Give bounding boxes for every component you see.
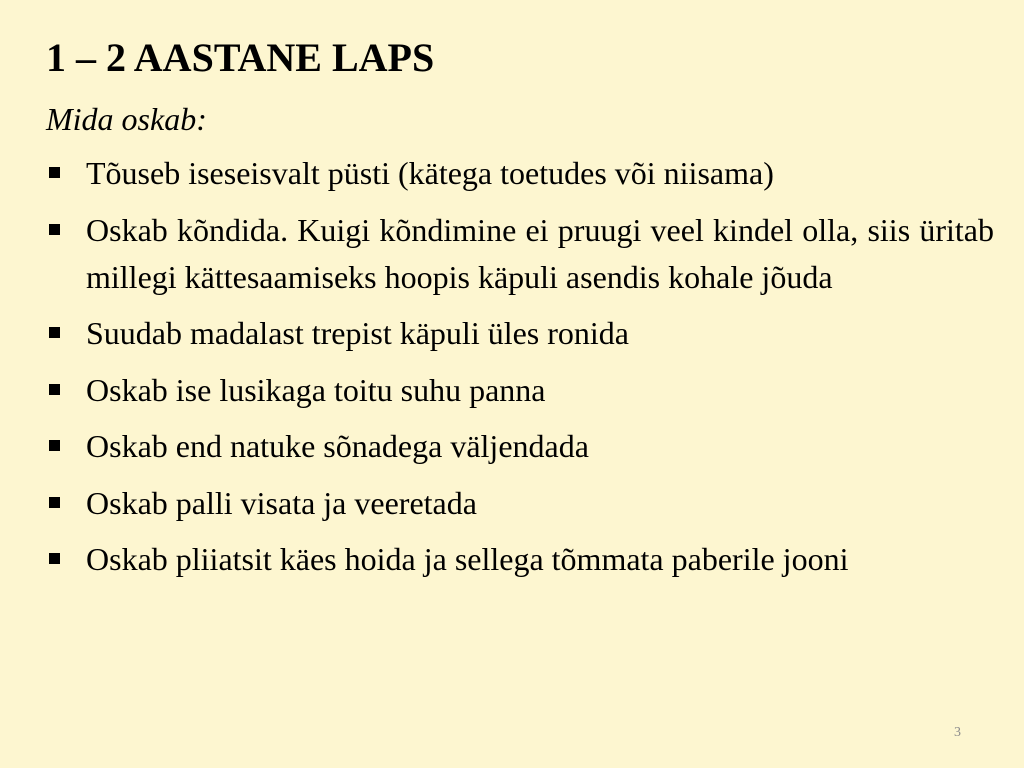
square-bullet-icon — [49, 384, 60, 395]
square-bullet-icon — [49, 224, 60, 235]
bullet-item — [46, 480, 994, 527]
square-bullet-icon — [49, 497, 60, 508]
bullet-item — [46, 367, 994, 414]
bullet-item — [46, 536, 994, 583]
square-bullet-icon — [49, 327, 60, 338]
bullet-text: Oskab kõndida. Kuigi kõndimine ei pruugi veel kindel olla, siis üritab millegi kättesaamiseks hoopis käpuli asendis kohale jõuda — [86, 211, 994, 295]
bullet-text: Oskab end natuke sõnadega väljendada — [86, 428, 589, 464]
bullet-text: Oskab ise lusikaga toitu suhu panna — [86, 371, 546, 408]
bullet-item — [46, 150, 994, 197]
bullet-item — [46, 310, 994, 357]
bullet-list — [46, 150, 994, 593]
square-bullet-icon — [49, 167, 60, 178]
square-bullet-icon — [49, 440, 60, 451]
slide-title: 1 – 2 AASTANE LAPS — [46, 35, 435, 80]
bullet-text: Tõuseb iseseisvalt püsti (kätega toetudes või niisama) — [86, 155, 774, 191]
bullet-text: Suudab madalast trepist käpuli üles ronida — [86, 315, 629, 351]
bullet-text: Oskab pliiatsit käes hoida ja sellega tõmmata paberile jooni — [86, 541, 849, 577]
bullet-item — [46, 423, 994, 470]
bullet-text: Oskab palli visata ja veeretada — [86, 484, 477, 521]
bullet-item — [46, 207, 994, 301]
slide-subtitle: Mida oskab: — [46, 101, 207, 137]
square-bullet-icon — [49, 553, 60, 564]
page-number: 3 — [954, 725, 961, 740]
